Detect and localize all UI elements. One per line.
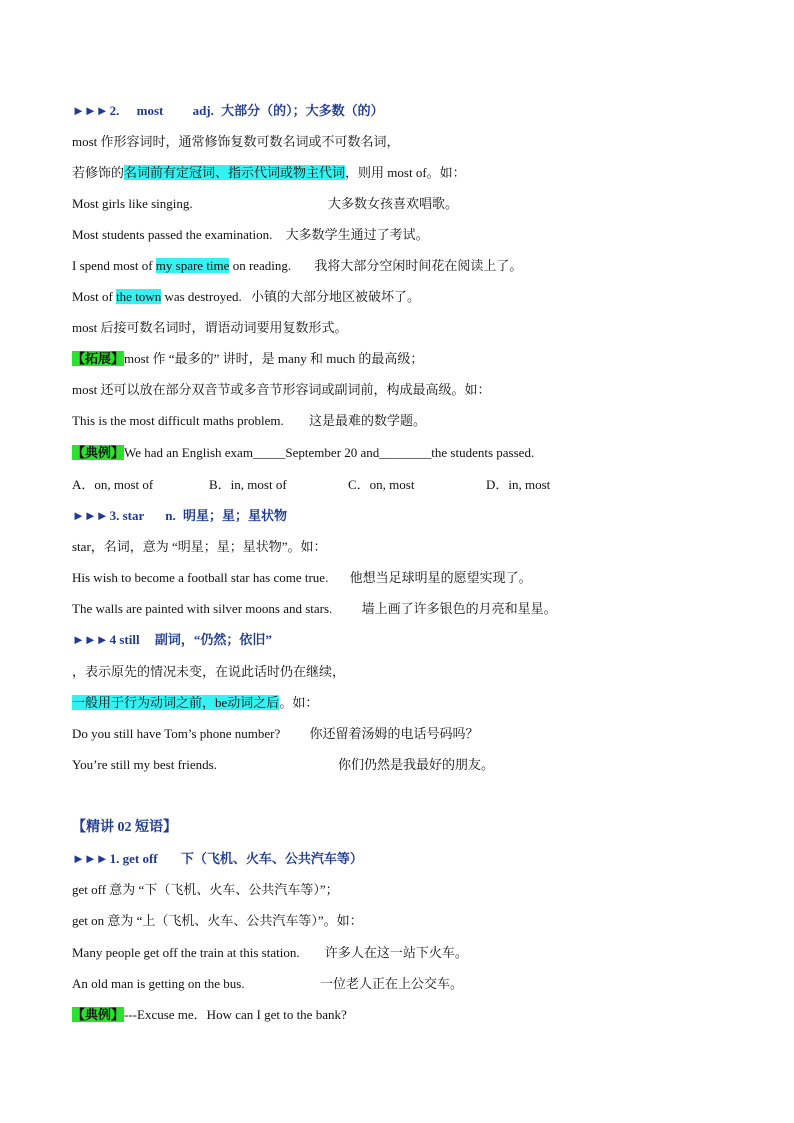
text: 。如： xyxy=(279,695,319,710)
text: ，则用 most of。如： xyxy=(345,165,466,180)
heading-number: 1. xyxy=(109,851,120,866)
star-line-1: star，名词，意为 “明星；星；星状物”。如： xyxy=(72,539,327,554)
heading-meaning: 明星；星；星状物 xyxy=(183,508,288,523)
dianli-question: We had an English exam_____September 20 and________the students passed. xyxy=(124,445,535,460)
example-en: on reading. xyxy=(229,258,292,273)
highlight: 一般用于行为动词之前， xyxy=(72,695,216,710)
example-11 xyxy=(72,975,464,993)
example-zh: 他想当足球明星的愿望实现了。 xyxy=(349,570,532,585)
example-zh: 你还留着汤姆的电话号码吗？ xyxy=(309,726,479,741)
example-6 xyxy=(72,569,532,587)
example-2 xyxy=(72,226,429,244)
heading-get-off xyxy=(72,850,363,868)
example-en: Many people get off the train at this station. xyxy=(72,945,300,960)
arrow-icons: ►►► xyxy=(72,103,108,118)
heading-word: star xyxy=(122,508,145,523)
dianli-question: ---Excuse me．How can I get to the bank? xyxy=(124,1007,347,1022)
example-8 xyxy=(72,725,479,743)
highlight: 动词之后 xyxy=(227,695,280,710)
most-line-2 xyxy=(72,164,466,182)
most-line-4: most 还可以放在部分双音节或多音节形容词或副词前，构成最高级。如： xyxy=(72,382,491,397)
heading-star xyxy=(72,507,287,525)
example-1 xyxy=(72,195,459,213)
example-5 xyxy=(72,412,426,430)
tuozhan-tag: 【拓展】 xyxy=(72,351,125,366)
heading-pos: n. xyxy=(165,508,176,523)
most-line-1: most 作形容词时，通常修饰复数可数名词或不可数名词， xyxy=(72,134,400,149)
section-title: 【精讲 02 短语】 xyxy=(72,820,177,835)
dianli-tag: 【典例】 xyxy=(72,445,125,460)
example-en: This is the most difficult maths problem. xyxy=(72,413,284,428)
example-en: Most of xyxy=(72,289,117,304)
example-zh: 你们仍然是我最好的朋友。 xyxy=(338,757,495,772)
example-10 xyxy=(72,944,468,962)
example-en: was destroyed. xyxy=(161,289,242,304)
heading-most xyxy=(72,102,384,120)
heading-word: get off xyxy=(122,851,158,866)
example-en: You’re still my best friends. xyxy=(72,757,217,772)
dianli-1 xyxy=(72,444,534,462)
option-a: A．on, most of xyxy=(72,477,154,492)
still-line-1: ，表示原先的情况未变，在说此话时仍在继续， xyxy=(72,664,346,679)
example-7 xyxy=(72,600,557,618)
heading-word: still xyxy=(119,632,140,647)
text: 若修饰的 xyxy=(72,165,125,180)
geton-line-1: get on 意为 “上（飞机、火车、公共汽车等）”。如： xyxy=(72,913,363,928)
arrow-icons: ►►► xyxy=(72,632,108,647)
tuozhan xyxy=(72,350,423,368)
heading-number: 4 xyxy=(109,632,117,647)
dianli-tag: 【典例】 xyxy=(72,1007,125,1022)
dianli-2 xyxy=(72,1006,347,1024)
highlight: the town xyxy=(116,289,162,304)
example-zh: 一位老人正在上公交车。 xyxy=(320,976,464,991)
example-4 xyxy=(72,288,420,306)
example-9 xyxy=(72,756,495,774)
heading-meaning: “仍然；依旧” xyxy=(193,632,272,647)
example-zh: 大多数女孩喜欢唱歌。 xyxy=(328,196,459,211)
heading-number: 2. xyxy=(109,103,120,118)
example-zh: 许多人在这一站下火车。 xyxy=(324,945,468,960)
example-en: I spend most of xyxy=(72,258,156,273)
example-en: Most girls like singing. xyxy=(72,196,193,211)
heading-still xyxy=(72,631,272,649)
most-line-3: most 后接可数名词时，谓语动词要用复数形式。 xyxy=(72,320,348,335)
example-zh: 我将大部分空闲时间花在阅读上了。 xyxy=(314,258,523,273)
example-zh: 墙上画了许多银色的月亮和星星。 xyxy=(361,601,557,616)
example-en: Do you still have Tom’s phone number? xyxy=(72,726,281,741)
option-b: B．in, most of xyxy=(209,477,287,492)
example-zh: 这是最难的数学题。 xyxy=(308,413,426,428)
still-line-2 xyxy=(72,694,318,712)
heading-pos: 副词， xyxy=(154,632,194,647)
highlight: my spare time xyxy=(155,258,230,273)
heading-word: most xyxy=(136,103,164,118)
example-en: An old man is getting on the bus. xyxy=(72,976,245,991)
highlight: 名词前有定冠词、指示代词或物主代词 xyxy=(124,165,346,180)
example-3 xyxy=(72,257,522,275)
example-en: His wish to become a football star has come true. xyxy=(72,570,329,585)
highlight: be xyxy=(215,695,228,710)
getoff-line-1: get off 意为 “下（飞机、火车、公共汽车等）”； xyxy=(72,882,339,897)
arrow-icons: ►►► xyxy=(72,508,108,523)
example-en: The walls are painted with silver moons and stars. xyxy=(72,601,333,616)
heading-meaning: 大部分（的）；大多数（的） xyxy=(221,103,384,118)
option-d: D．in, most xyxy=(486,477,551,492)
heading-meaning: 下（飞机、火车、公共汽车等） xyxy=(180,851,363,866)
example-zh: 大多数学生通过了考试。 xyxy=(285,227,429,242)
option-c: C．on, most xyxy=(348,477,415,492)
arrow-icons: ►►► xyxy=(72,851,108,866)
example-en: Most students passed the examination. xyxy=(72,227,273,242)
tuozhan-text: most 作 “最多的” 讲时，是 many 和 much 的最高级； xyxy=(124,351,424,366)
example-zh: 小镇的大部分地区被破坏了。 xyxy=(250,289,420,304)
heading-number: 3. xyxy=(109,508,120,523)
heading-pos: adj. xyxy=(192,103,214,118)
